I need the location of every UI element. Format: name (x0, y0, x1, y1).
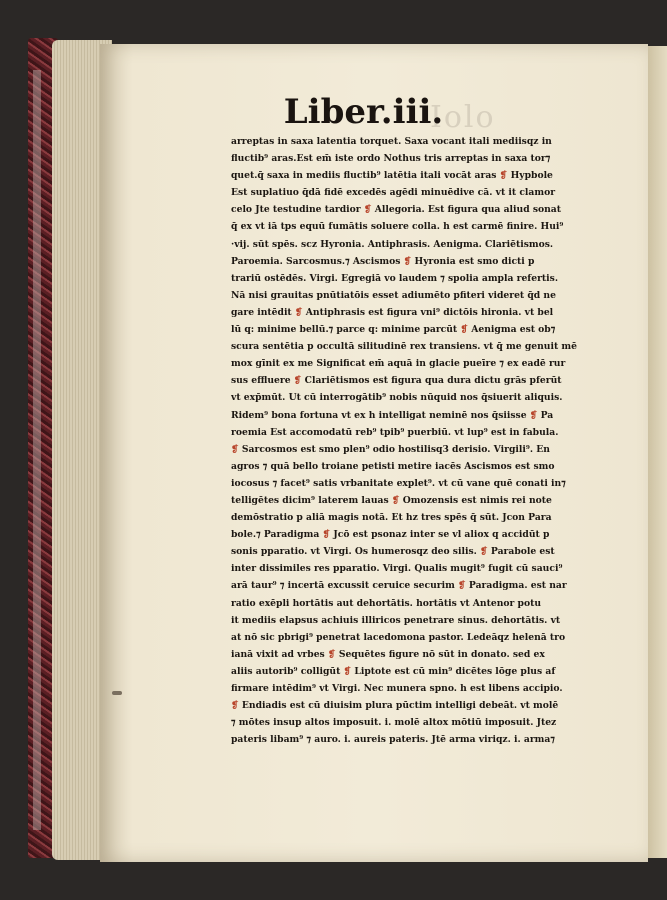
pilcrow-mark: ❡ (231, 700, 239, 712)
text-line: sus effluere ❡ Clariētismos est figura qua dura dictu grās pferūt (231, 375, 562, 387)
pilcrow-mark: ❡ (529, 409, 538, 421)
text-line: vt exp̄mūt. Ut cū interrogātib⁹ nobis nūquid nos q̄siuerit aliquis. (231, 392, 563, 404)
text-line: celo Jte testudine tardior ❡ Allegoria. Est figura qua aliud sonat (231, 204, 561, 216)
text-line: ❡ Sarcosmos est smo plen⁹ odio hostilisq3 derisio. Virgili⁹. En (231, 443, 550, 455)
pilcrow-mark: ❡ (460, 324, 469, 336)
text-line: telligētes dicim⁹ laterem lauas ❡ Omozensis est nimis rei note (231, 494, 552, 506)
text-line: Est suplatiuo q̄dā fidē excedēs agēdi minuēdive cā. vt it clamor (231, 187, 556, 199)
text-line: fluctib⁹ aras.Est em̄ iste ordo Nothus tris arreptas in saxa tor⁊ (231, 153, 551, 165)
heading-text: Liber.iii. (283, 92, 444, 132)
show-through-text: Iolo (430, 100, 496, 135)
text-line: quet.q̄ saxa in mediis fluctib⁹ latētia itali vocāt aras ❡ Hypbole (231, 170, 553, 182)
pilcrow-mark: ❡ (391, 494, 400, 506)
text-line: gare intēdit ❡ Antiphrasis est figura vni⁹ dictōis hironia. vt bel (231, 306, 554, 318)
text-line: bole.⁊ Paradigma ❡ Jcō est psonaz inter se vl aliox q accidūt p (231, 529, 550, 541)
pilcrow-mark: ❡ (480, 546, 488, 558)
pilcrow-mark: ❡ (327, 648, 336, 660)
text-line: scura sentētia p occultā silitudinē rex transiens. vt q̄ me genuit mē (231, 341, 577, 353)
pilcrow-mark: ❡ (499, 170, 508, 182)
text-line: Ridem⁹ bona fortuna vt ex h intelligat neminē nos q̄siisse ❡ Pa (231, 409, 554, 421)
binding-board-edge (33, 70, 41, 830)
text-line: ❡ Endiadis est cū diuisim plura pūctim intelligi debeāt. vt molē (231, 700, 559, 712)
text-line: at nō sic pbrigi⁹ penetrat lacedomona pastor. Ledeāqz helenā tro (231, 631, 566, 643)
text-line: sonis pparatio. vt Virgi. Os humerosqz deo silis. ❡ Parabole est (231, 546, 555, 558)
text-line: lū q: minime bellū.⁊ parce q: minime parcūt ❡ Aenigma est ob⁊ (231, 324, 556, 336)
text-line: Nā nisi grauitas pnūtiatōis esset adiumēto pfiteri videret q̄d ne (231, 289, 556, 301)
text-line: ⁊ mōtes insup altos imposuit. i. molē altox mōtiū imposuit. Jtez (231, 717, 557, 729)
text-line: ·vij. sūt spēs. scz Hyronia. Antiphrasis. Aenigma. Clariētismos. (231, 238, 554, 250)
page-heading (0, 92, 667, 132)
text-line: demōstratio p aliā magis notā. Et hz tres spēs q̄ sūt. Jcon Para (231, 512, 552, 524)
text-line: agros ⁊ quā bello troiane petisti metire iacēs Ascismos est smo (231, 460, 555, 472)
pilcrow-mark: ❡ (343, 665, 352, 677)
pilcrow-mark: ❡ (293, 375, 302, 387)
text-line: ratio exēpli hortātis aut dehortātis. hortātis vt Antenor potu (231, 597, 542, 609)
text-line: Paroemia. Sarcosmus.⁊ Ascismos ❡ Hyronia est smo dicti p (231, 255, 535, 267)
text-line: arreptas in saxa latentia torquet. Saxa vocant itali mediisqz in (231, 136, 552, 147)
pilcrow-mark: ❡ (458, 580, 466, 592)
text-line: ianā vixit ad vrbes ❡ Sequētes figure nō sūt in donato. sed ex (231, 648, 545, 660)
pilcrow-mark: ❡ (403, 255, 412, 267)
text-line: it mediis elapsus achiuis illiricos penetrare sinus. dehortātis. vt (231, 614, 561, 626)
pilcrow-mark: ❡ (322, 529, 331, 541)
page-mark (112, 691, 122, 695)
text-line: iocosus ⁊ facet⁹ satis vrbanitate explet⁹. vt cū vane quē conati in⁊ (231, 477, 566, 489)
text-line: roemia Est accomodatū reb⁹ tpib⁹ puerbiū. vt lup⁹ est in fabula. (231, 426, 559, 438)
facing-page-edge (646, 46, 667, 858)
text-line: trariū ostēdēs. Virgi. Egregiā vo laudem ⁊ spolia ampla refertis. (231, 272, 559, 284)
pilcrow-mark: ❡ (294, 306, 303, 318)
text-line: inter dissimiles res pparatio. Virgi. Qualis mugit⁹ fugit cū sauci⁹ (231, 563, 563, 575)
pilcrow-mark: ❡ (231, 443, 239, 455)
text-line: mox gīnit ex me Significat em̄ aquā in glacie pueīre ⁊ ex eadē rur (231, 358, 566, 370)
text-line: q̄ ex vt iā tps equū fumātis soluere colla. h est carmē finire. Hui⁹ (231, 221, 564, 233)
text-line: aliis autorib⁹ colligūt ❡ Liptote est cū min⁹ dicētes lōge plus af (231, 665, 556, 677)
text-block (231, 133, 585, 748)
text-line: arā taur⁹ ⁊ incertā excussit ceruice securim ❡ Paradigma. est nar (231, 580, 567, 592)
pilcrow-mark: ❡ (363, 204, 372, 216)
text-line: pateris libam⁹ ⁊ auro. i. aureis pateris. Jtē arma viriqz. i. arma⁊ (231, 734, 555, 746)
text-line: firmare intēdim⁹ vt Virgi. Nec munera spno. h est libens accipio. (231, 683, 563, 694)
